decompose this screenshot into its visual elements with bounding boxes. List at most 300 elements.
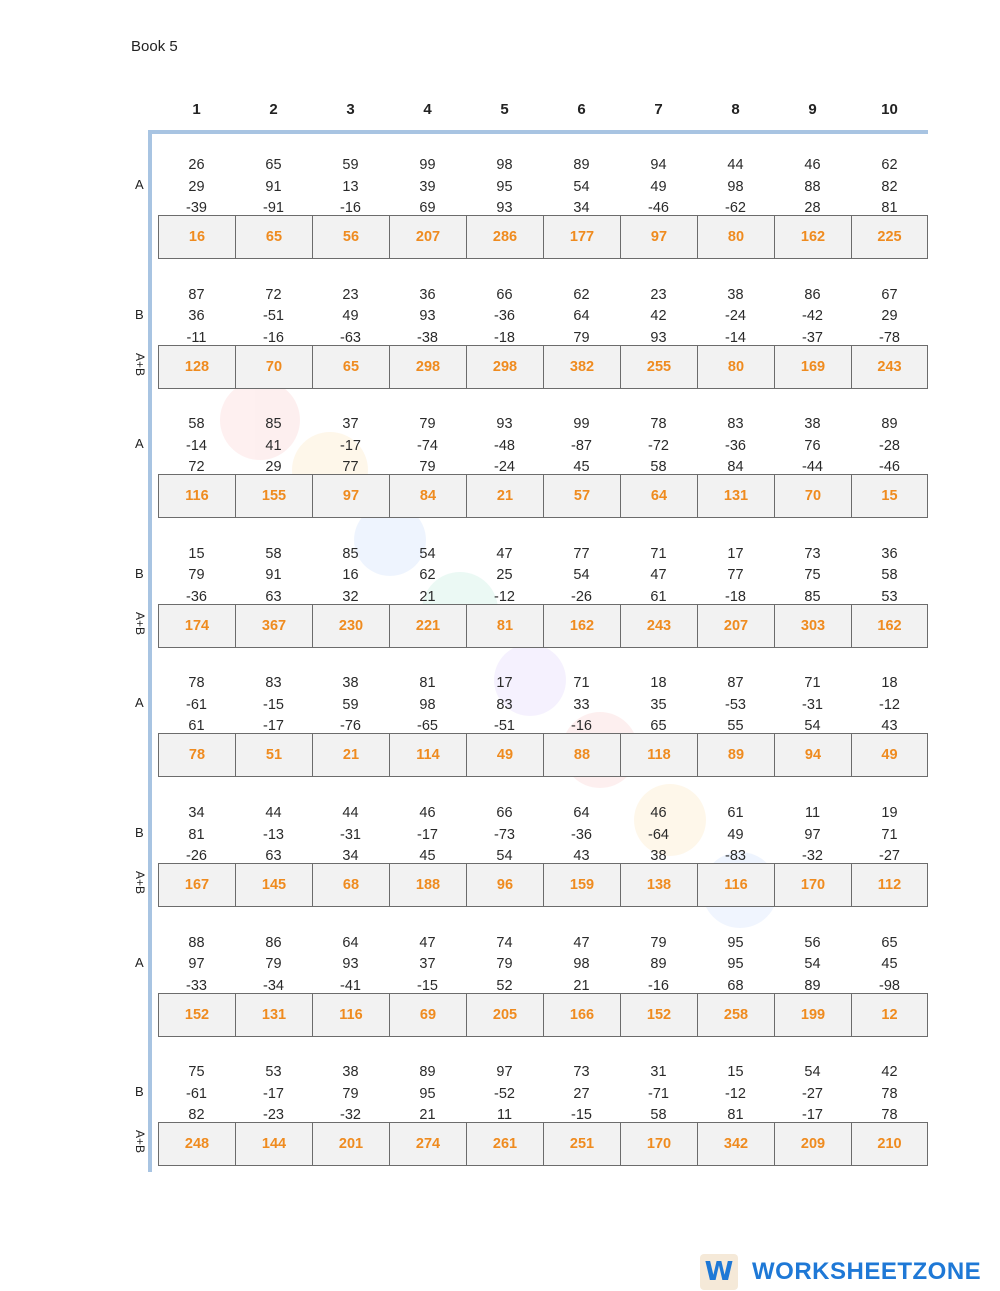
number-column bbox=[312, 803, 389, 868]
answer-cell[interactable]: 69 bbox=[389, 994, 466, 1036]
answer-cell[interactable]: 84 bbox=[389, 475, 466, 517]
number-cell: 59 bbox=[342, 696, 359, 713]
exercise-block bbox=[0, 673, 1000, 803]
number-grid bbox=[158, 155, 928, 220]
number-cell: 93 bbox=[342, 956, 359, 973]
number-cell: -31 bbox=[340, 826, 361, 843]
a-plus-b-label: A+B bbox=[133, 352, 147, 376]
number-cell: 58 bbox=[265, 545, 282, 562]
number-column bbox=[697, 803, 774, 868]
number-cell: 83 bbox=[727, 416, 744, 433]
number-cell: -83 bbox=[725, 848, 746, 864]
number-cell: 66 bbox=[496, 805, 513, 821]
number-cell: -16 bbox=[340, 200, 361, 216]
number-column bbox=[466, 933, 543, 998]
number-cell: -62 bbox=[725, 200, 746, 216]
number-column bbox=[697, 1062, 774, 1127]
a-plus-b-label: A+B bbox=[133, 1130, 147, 1154]
answer-cell[interactable]: 78 bbox=[158, 734, 235, 776]
answer-cell[interactable]: 261 bbox=[466, 1123, 543, 1165]
number-cell: 39 bbox=[419, 178, 436, 195]
answer-cell[interactable]: 255 bbox=[620, 346, 697, 388]
answer-cell[interactable]: 258 bbox=[697, 994, 774, 1036]
number-cell: -72 bbox=[648, 437, 669, 454]
row-label: A bbox=[135, 436, 144, 452]
number-cell: 93 bbox=[419, 308, 436, 325]
answer-cell[interactable]: 205 bbox=[466, 994, 543, 1036]
answer-cell[interactable]: 298 bbox=[466, 346, 543, 388]
number-cell: -12 bbox=[494, 588, 515, 605]
answer-cell[interactable]: 152 bbox=[158, 994, 235, 1036]
row-label: B bbox=[135, 306, 144, 322]
answer-cell[interactable]: 209 bbox=[774, 1123, 851, 1165]
number-cell: 61 bbox=[727, 805, 744, 821]
column-header: 4 bbox=[423, 101, 432, 118]
number-cell: 88 bbox=[188, 934, 205, 951]
answer-cell[interactable]: 145 bbox=[235, 864, 312, 906]
number-column bbox=[543, 285, 620, 350]
number-cell: -41 bbox=[340, 977, 361, 994]
number-cell: 58 bbox=[188, 416, 205, 433]
answer-cell[interactable]: 221 bbox=[389, 605, 466, 647]
answer-cell[interactable]: 159 bbox=[543, 864, 620, 906]
number-column bbox=[389, 933, 466, 998]
number-cell: -61 bbox=[186, 1085, 207, 1102]
footer-logo bbox=[700, 1254, 981, 1290]
answer-cell[interactable]: 162 bbox=[543, 605, 620, 647]
number-column bbox=[466, 285, 543, 350]
number-cell: 61 bbox=[650, 588, 667, 605]
number-cell: 77 bbox=[342, 459, 359, 476]
number-cell: 86 bbox=[804, 286, 821, 303]
answer-cell[interactable]: 15 bbox=[851, 475, 928, 517]
number-cell: 53 bbox=[881, 588, 898, 605]
exercise-block bbox=[0, 414, 1000, 544]
answer-cell[interactable]: 51 bbox=[235, 734, 312, 776]
number-cell: 43 bbox=[881, 718, 898, 735]
number-cell: 64 bbox=[573, 308, 590, 325]
answer-row bbox=[158, 993, 928, 1037]
number-cell: -53 bbox=[725, 696, 746, 713]
number-cell: 44 bbox=[265, 805, 282, 821]
answer-cell[interactable]: 21 bbox=[466, 475, 543, 517]
number-cell: -36 bbox=[571, 826, 592, 843]
number-cell: -42 bbox=[802, 308, 823, 325]
number-cell: 62 bbox=[881, 157, 898, 173]
column-header: 1 bbox=[192, 101, 201, 118]
answer-cell[interactable]: 170 bbox=[620, 1123, 697, 1165]
number-cell: 62 bbox=[573, 286, 590, 303]
row-label: B bbox=[135, 825, 144, 840]
number-cell: 17 bbox=[727, 545, 744, 562]
number-cell: 37 bbox=[342, 416, 359, 433]
number-column bbox=[158, 414, 235, 479]
answer-cell[interactable]: 97 bbox=[312, 475, 389, 517]
number-cell: 71 bbox=[881, 826, 898, 843]
number-cell: 54 bbox=[419, 545, 436, 562]
number-cell: 81 bbox=[881, 200, 898, 216]
answer-row bbox=[158, 863, 928, 907]
number-column bbox=[697, 933, 774, 998]
answer-cell[interactable]: 243 bbox=[851, 346, 928, 388]
number-cell: 67 bbox=[881, 286, 898, 303]
number-cell: 38 bbox=[727, 286, 744, 303]
number-cell: -31 bbox=[802, 696, 823, 713]
answer-cell[interactable]: 116 bbox=[697, 864, 774, 906]
number-column bbox=[774, 933, 851, 998]
number-column bbox=[235, 285, 312, 350]
number-column bbox=[543, 1062, 620, 1127]
number-cell: -32 bbox=[340, 1107, 361, 1124]
number-cell: 95 bbox=[727, 956, 744, 973]
number-cell: 85 bbox=[804, 588, 821, 605]
column-header: 7 bbox=[654, 101, 663, 118]
number-cell: -87 bbox=[571, 437, 592, 454]
number-cell: -36 bbox=[725, 437, 746, 454]
number-cell: 75 bbox=[188, 1064, 205, 1081]
number-cell: 73 bbox=[804, 545, 821, 562]
number-cell: 34 bbox=[188, 805, 205, 821]
number-cell: 71 bbox=[573, 675, 590, 692]
number-cell: 23 bbox=[650, 286, 667, 303]
number-cell: 98 bbox=[496, 157, 513, 173]
number-column bbox=[235, 673, 312, 738]
number-cell: 94 bbox=[650, 157, 667, 173]
answer-cell[interactable]: 114 bbox=[389, 734, 466, 776]
number-cell: 58 bbox=[650, 459, 667, 476]
number-cell: 49 bbox=[650, 178, 667, 195]
number-column bbox=[543, 933, 620, 998]
number-column bbox=[851, 155, 928, 220]
answer-cell[interactable]: 49 bbox=[466, 734, 543, 776]
answer-cell[interactable]: 94 bbox=[774, 734, 851, 776]
answer-cell[interactable]: 210 bbox=[851, 1123, 928, 1165]
number-cell: 18 bbox=[650, 675, 667, 692]
number-cell: 89 bbox=[419, 1064, 436, 1081]
number-column bbox=[235, 544, 312, 609]
number-cell: -91 bbox=[263, 200, 284, 216]
number-cell: -16 bbox=[571, 718, 592, 735]
answer-cell[interactable]: 81 bbox=[466, 605, 543, 647]
answer-cell[interactable]: 97 bbox=[620, 216, 697, 258]
number-cell: 79 bbox=[188, 567, 205, 584]
answer-cell[interactable]: 16 bbox=[158, 216, 235, 258]
answer-cell[interactable]: 131 bbox=[697, 475, 774, 517]
answer-cell[interactable]: 138 bbox=[620, 864, 697, 906]
answer-cell[interactable]: 274 bbox=[389, 1123, 466, 1165]
number-column bbox=[389, 544, 466, 609]
answer-cell[interactable]: 162 bbox=[851, 605, 928, 647]
number-cell: -24 bbox=[494, 459, 515, 476]
number-column bbox=[620, 285, 697, 350]
answer-cell[interactable]: 342 bbox=[697, 1123, 774, 1165]
number-cell: 47 bbox=[419, 934, 436, 951]
answer-cell[interactable]: 88 bbox=[543, 734, 620, 776]
number-cell: 38 bbox=[342, 675, 359, 692]
row-label: A bbox=[135, 177, 144, 192]
number-cell: 93 bbox=[650, 329, 667, 346]
number-cell: 49 bbox=[342, 308, 359, 325]
answer-cell[interactable]: 152 bbox=[620, 994, 697, 1036]
answer-cell[interactable]: 201 bbox=[312, 1123, 389, 1165]
exercise-block bbox=[0, 285, 1000, 415]
number-cell: 72 bbox=[265, 286, 282, 303]
answer-cell[interactable]: 174 bbox=[158, 605, 235, 647]
answer-cell[interactable]: 70 bbox=[774, 475, 851, 517]
number-cell: 16 bbox=[342, 567, 359, 584]
answer-cell[interactable]: 57 bbox=[543, 475, 620, 517]
number-cell: 45 bbox=[881, 956, 898, 973]
number-cell: 99 bbox=[419, 157, 436, 173]
number-cell: 38 bbox=[342, 1064, 359, 1081]
answer-cell[interactable]: 112 bbox=[851, 864, 928, 906]
answer-cell[interactable]: 116 bbox=[158, 475, 235, 517]
number-cell: -17 bbox=[340, 437, 361, 454]
number-cell: 98 bbox=[573, 956, 590, 973]
number-cell: -16 bbox=[263, 329, 284, 346]
number-cell: -65 bbox=[417, 718, 438, 735]
column-header: 6 bbox=[577, 101, 586, 118]
number-cell: 35 bbox=[650, 696, 667, 713]
number-cell: -12 bbox=[879, 696, 900, 713]
number-cell: -37 bbox=[802, 329, 823, 346]
number-column bbox=[774, 673, 851, 738]
number-cell: -28 bbox=[879, 437, 900, 454]
number-column bbox=[312, 1062, 389, 1127]
number-cell: 42 bbox=[650, 308, 667, 325]
answer-row bbox=[158, 733, 928, 777]
answer-cell[interactable]: 116 bbox=[312, 994, 389, 1036]
number-cell: -73 bbox=[494, 826, 515, 843]
number-cell: 36 bbox=[881, 545, 898, 562]
number-column bbox=[158, 933, 235, 998]
number-cell: 63 bbox=[265, 588, 282, 605]
number-cell: 19 bbox=[881, 805, 898, 821]
number-cell: 53 bbox=[265, 1064, 282, 1081]
answer-cell[interactable]: 21 bbox=[312, 734, 389, 776]
answer-cell[interactable]: 162 bbox=[774, 216, 851, 258]
exercise-block bbox=[0, 803, 1000, 933]
answer-cell[interactable]: 12 bbox=[851, 994, 928, 1036]
answer-cell[interactable]: 70 bbox=[235, 346, 312, 388]
answer-row bbox=[158, 474, 928, 518]
answer-cell[interactable]: 65 bbox=[312, 346, 389, 388]
number-cell: -12 bbox=[725, 1085, 746, 1102]
number-cell: -17 bbox=[802, 1107, 823, 1124]
answer-cell[interactable]: 225 bbox=[851, 216, 928, 258]
number-cell: -18 bbox=[494, 329, 515, 346]
number-cell: 78 bbox=[650, 416, 667, 433]
answer-cell[interactable]: 303 bbox=[774, 605, 851, 647]
answer-cell[interactable]: 167 bbox=[158, 864, 235, 906]
number-cell: -71 bbox=[648, 1085, 669, 1102]
row-label: B bbox=[135, 565, 144, 581]
answer-row bbox=[158, 1122, 928, 1166]
answer-cell[interactable]: 118 bbox=[620, 734, 697, 776]
row-label: B bbox=[135, 1084, 144, 1100]
number-column bbox=[774, 544, 851, 609]
number-cell: 44 bbox=[342, 805, 359, 821]
answer-cell[interactable]: 207 bbox=[389, 216, 466, 258]
number-cell: 97 bbox=[804, 826, 821, 843]
number-column bbox=[158, 544, 235, 609]
number-cell: -76 bbox=[340, 718, 361, 735]
number-cell: -17 bbox=[263, 1085, 284, 1102]
number-cell: 72 bbox=[188, 459, 205, 476]
answer-cell[interactable]: 199 bbox=[774, 994, 851, 1036]
book-title: Book 5 bbox=[131, 38, 178, 55]
number-cell: 87 bbox=[727, 675, 744, 692]
number-cell: -14 bbox=[725, 329, 746, 346]
number-cell: -51 bbox=[494, 718, 515, 735]
number-cell: 89 bbox=[573, 157, 590, 173]
answer-cell[interactable]: 188 bbox=[389, 864, 466, 906]
number-cell: 28 bbox=[804, 200, 821, 216]
number-cell: 71 bbox=[804, 675, 821, 692]
number-cell: 32 bbox=[342, 588, 359, 605]
number-cell: 95 bbox=[727, 934, 744, 951]
number-cell: 42 bbox=[881, 1064, 898, 1081]
exercise-block bbox=[0, 1062, 1000, 1192]
number-cell: 31 bbox=[650, 1064, 667, 1081]
answer-cell[interactable]: 230 bbox=[312, 605, 389, 647]
number-cell: -51 bbox=[263, 308, 284, 325]
answer-cell[interactable]: 169 bbox=[774, 346, 851, 388]
answer-row bbox=[158, 215, 928, 259]
number-cell: 21 bbox=[419, 588, 436, 605]
number-column bbox=[312, 933, 389, 998]
answer-cell[interactable]: 64 bbox=[620, 475, 697, 517]
number-cell: 87 bbox=[188, 286, 205, 303]
number-column bbox=[466, 544, 543, 609]
answer-cell[interactable]: 177 bbox=[543, 216, 620, 258]
number-column bbox=[158, 673, 235, 738]
answer-cell[interactable]: 89 bbox=[697, 734, 774, 776]
number-cell: 83 bbox=[496, 696, 513, 713]
answer-cell[interactable]: 80 bbox=[697, 216, 774, 258]
answer-cell[interactable]: 155 bbox=[235, 475, 312, 517]
number-cell: 21 bbox=[573, 977, 590, 994]
number-cell: 11 bbox=[496, 1107, 513, 1124]
number-cell: 36 bbox=[419, 286, 436, 303]
number-cell: 62 bbox=[419, 567, 436, 584]
number-cell: 73 bbox=[573, 1064, 590, 1081]
number-cell: 93 bbox=[496, 416, 513, 433]
number-cell: 79 bbox=[265, 956, 282, 973]
number-cell: 15 bbox=[727, 1064, 744, 1081]
answer-cell[interactable]: 286 bbox=[466, 216, 543, 258]
answer-cell[interactable]: 65 bbox=[235, 216, 312, 258]
number-column bbox=[312, 414, 389, 479]
number-column bbox=[312, 285, 389, 350]
number-column bbox=[466, 414, 543, 479]
number-cell: 88 bbox=[804, 178, 821, 195]
answer-cell[interactable]: 128 bbox=[158, 346, 235, 388]
number-cell: 79 bbox=[496, 956, 513, 973]
number-cell: 54 bbox=[496, 848, 513, 864]
number-column bbox=[697, 285, 774, 350]
number-cell: -32 bbox=[802, 848, 823, 864]
number-cell: 99 bbox=[573, 416, 590, 433]
number-cell: -15 bbox=[417, 977, 438, 994]
number-cell: 15 bbox=[188, 545, 205, 562]
answer-cell[interactable]: 251 bbox=[543, 1123, 620, 1165]
number-cell: 78 bbox=[188, 675, 205, 692]
number-cell: 54 bbox=[804, 956, 821, 973]
number-column bbox=[620, 1062, 697, 1127]
answer-cell[interactable]: 49 bbox=[851, 734, 928, 776]
number-column bbox=[543, 414, 620, 479]
answer-cell[interactable]: 207 bbox=[697, 605, 774, 647]
number-column bbox=[851, 544, 928, 609]
answer-cell[interactable]: 68 bbox=[312, 864, 389, 906]
number-cell: 29 bbox=[265, 459, 282, 476]
number-cell: 37 bbox=[419, 956, 436, 973]
number-grid bbox=[158, 285, 928, 350]
number-cell: 61 bbox=[188, 718, 205, 735]
answer-cell[interactable]: 56 bbox=[312, 216, 389, 258]
number-cell: -38 bbox=[417, 329, 438, 346]
number-cell: 63 bbox=[265, 848, 282, 864]
number-cell: 95 bbox=[419, 1085, 436, 1102]
number-cell: 33 bbox=[573, 696, 590, 713]
number-cell: -44 bbox=[802, 459, 823, 476]
answer-cell[interactable]: 166 bbox=[543, 994, 620, 1036]
answer-cell[interactable]: 144 bbox=[235, 1123, 312, 1165]
answer-row bbox=[158, 345, 928, 389]
number-column bbox=[389, 803, 466, 868]
number-cell: 74 bbox=[496, 934, 513, 951]
number-column bbox=[466, 673, 543, 738]
number-column bbox=[158, 1062, 235, 1127]
number-cell: 13 bbox=[342, 178, 359, 195]
number-cell: 66 bbox=[496, 286, 513, 303]
number-cell: 89 bbox=[650, 956, 667, 973]
answer-cell[interactable]: 170 bbox=[774, 864, 851, 906]
number-cell: 29 bbox=[188, 178, 205, 195]
answer-cell[interactable]: 80 bbox=[697, 346, 774, 388]
number-cell: 38 bbox=[804, 416, 821, 433]
a-plus-b-label: A+B bbox=[133, 611, 147, 635]
answer-cell[interactable]: 243 bbox=[620, 605, 697, 647]
answer-cell[interactable]: 298 bbox=[389, 346, 466, 388]
number-cell: -39 bbox=[186, 200, 207, 216]
number-column bbox=[774, 414, 851, 479]
number-cell: -14 bbox=[186, 437, 207, 454]
column-header: 3 bbox=[346, 101, 355, 118]
number-cell: 58 bbox=[650, 1107, 667, 1124]
number-column bbox=[312, 544, 389, 609]
answer-cell[interactable]: 96 bbox=[466, 864, 543, 906]
number-column bbox=[851, 1062, 928, 1127]
exercise-block bbox=[0, 155, 1000, 285]
number-column bbox=[158, 155, 235, 220]
number-column bbox=[697, 414, 774, 479]
number-cell: -17 bbox=[417, 826, 438, 843]
number-cell: 76 bbox=[804, 437, 821, 454]
answer-cell[interactable]: 367 bbox=[235, 605, 312, 647]
answer-cell[interactable]: 248 bbox=[158, 1123, 235, 1165]
number-cell: 46 bbox=[650, 805, 667, 821]
answer-cell[interactable]: 131 bbox=[235, 994, 312, 1036]
column-header: 9 bbox=[808, 101, 817, 118]
number-column bbox=[235, 803, 312, 868]
number-cell: 52 bbox=[496, 977, 513, 994]
number-column bbox=[620, 414, 697, 479]
answer-cell[interactable]: 382 bbox=[543, 346, 620, 388]
number-cell: 47 bbox=[650, 567, 667, 584]
number-cell: 55 bbox=[727, 718, 744, 735]
